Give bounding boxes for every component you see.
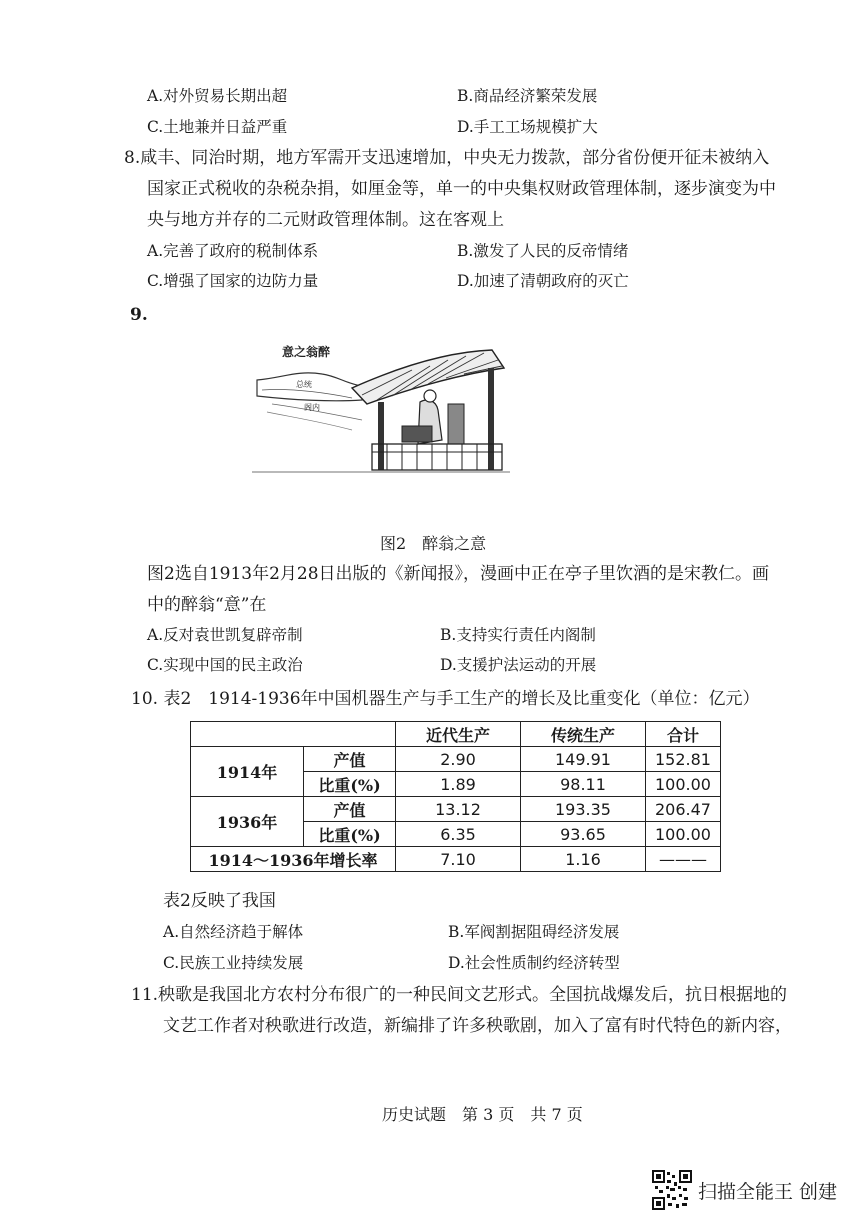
table-cell: 6.35: [396, 822, 521, 847]
q9-number: 9.: [130, 305, 148, 325]
row-label-ratio: 比重(%): [304, 822, 396, 847]
q7-option-a: A.对外贸易长期出超: [147, 87, 288, 105]
q7-option-b: B.商品经济繁荣发展: [457, 87, 598, 105]
table-cell: 98.11: [521, 772, 646, 797]
q10-option-b: B.军阀割据阻碍经济发展: [448, 923, 620, 941]
table-cell: ———: [646, 847, 721, 872]
q9-option-b: B.支持实行责任内阁制: [440, 626, 596, 644]
table-cell: 149.91: [521, 747, 646, 772]
table-cell: 100.00: [646, 772, 721, 797]
q9-option-c: C.实现中国的民主政治: [147, 656, 303, 674]
q8-stem-line-1: 8.咸丰、同治时期，地方军需开支迅速增加，中央无力拨款，部分省份便开征未被纳入: [124, 148, 770, 168]
q8-option-c: C.增强了国家的边防力量: [147, 272, 319, 290]
q11-stem-line-1: 11.秧歌是我国北方农村分布很广的一种民间文艺形式。全国抗战爆发后，抗日根据地的: [131, 985, 788, 1005]
q10-stem: 表2反映了我国: [163, 891, 276, 911]
scanner-label: 扫描全能王 创建: [698, 1180, 838, 1203]
q8-stem-line-2: 国家正式税收的杂税杂捐，如厘金等，单一的中央集权财政管理体制，逐步演变为中: [147, 179, 776, 199]
row-label-output: 产值: [304, 797, 396, 822]
q10-title: 10. 表2 1914-1936年中国机器生产与手工生产的增长及比重变化（单位：亿元）: [131, 689, 760, 709]
table-cell: 193.35: [521, 797, 646, 822]
q11-stem-line-2: 文艺工作者对秧歌进行改造，新编排了许多秧歌剧，加入了富有时代特色的新内容，: [163, 1016, 792, 1036]
row-label-growth: 1914～1936年增长率: [191, 847, 396, 872]
row-label-output: 产值: [304, 747, 396, 772]
table-header-row: [191, 722, 721, 747]
table-corner-cell: [191, 722, 396, 747]
q7-option-c: C.土地兼并日益严重: [147, 118, 288, 136]
table-row: [191, 797, 721, 822]
cartoon-label-president: 总统: [296, 380, 312, 389]
q8-option-a: A.完善了政府的税制体系: [147, 242, 319, 260]
q10-option-a: A.自然经济趋于解体: [163, 923, 304, 941]
table-header: 合计: [646, 722, 721, 747]
q10-option-d: D.社会性质制约经济转型: [448, 954, 620, 972]
table-cell: 152.81: [646, 747, 721, 772]
qr-code-icon: [652, 1170, 692, 1210]
table-cell: 93.65: [521, 822, 646, 847]
table-header: 传统生产: [521, 722, 646, 747]
table-cell: 7.10: [396, 847, 521, 872]
cartoon-label-cabinet: 阁内: [304, 403, 320, 412]
q9-option-d: D.支援护法运动的开展: [440, 656, 597, 674]
row-year-1936: 1936年: [191, 797, 304, 847]
table-cell: 1.89: [396, 772, 521, 797]
q8-stem-line-3: 央与地方并存的二元财政管理体制。这在客观上: [147, 210, 504, 230]
q9-stem-line-1: 图2选自1913年2月28日出版的《新闻报》，漫画中正在亭子里饮酒的是宋教仁。画: [147, 564, 770, 584]
q9-stem-line-2: 中的醉翁“意”在: [147, 595, 267, 615]
cartoon-figure: [252, 340, 510, 475]
scanner-watermark: [652, 1170, 837, 1210]
row-label-ratio: 比重(%): [304, 772, 396, 797]
table-row: [191, 847, 721, 872]
table-cell: 1.16: [521, 847, 646, 872]
table-cell: 206.47: [646, 797, 721, 822]
table-cell: 2.90: [396, 747, 521, 772]
table-cell: 100.00: [646, 822, 721, 847]
table-header: 近代生产: [396, 722, 521, 747]
table-row: [191, 747, 721, 772]
table-cell: 13.12: [396, 797, 521, 822]
q9-option-a: A.反对袁世凯复辟帝制: [147, 626, 303, 644]
q8-option-d: D.加速了清朝政府的灭亡: [457, 272, 629, 290]
q8-option-b: B.激发了人民的反帝情绪: [457, 242, 629, 260]
production-table: [190, 721, 721, 872]
row-year-1914: 1914年: [191, 747, 304, 797]
cartoon-title: 意之翁醉: [282, 345, 331, 359]
figure-caption: 图2 醉翁之意: [380, 534, 487, 553]
q7-option-d: D.手工工场规模扩大: [457, 118, 598, 136]
page-footer: 历史试题 第 3 页 共 7 页: [382, 1105, 583, 1124]
q10-option-c: C.民族工业持续发展: [163, 954, 304, 972]
